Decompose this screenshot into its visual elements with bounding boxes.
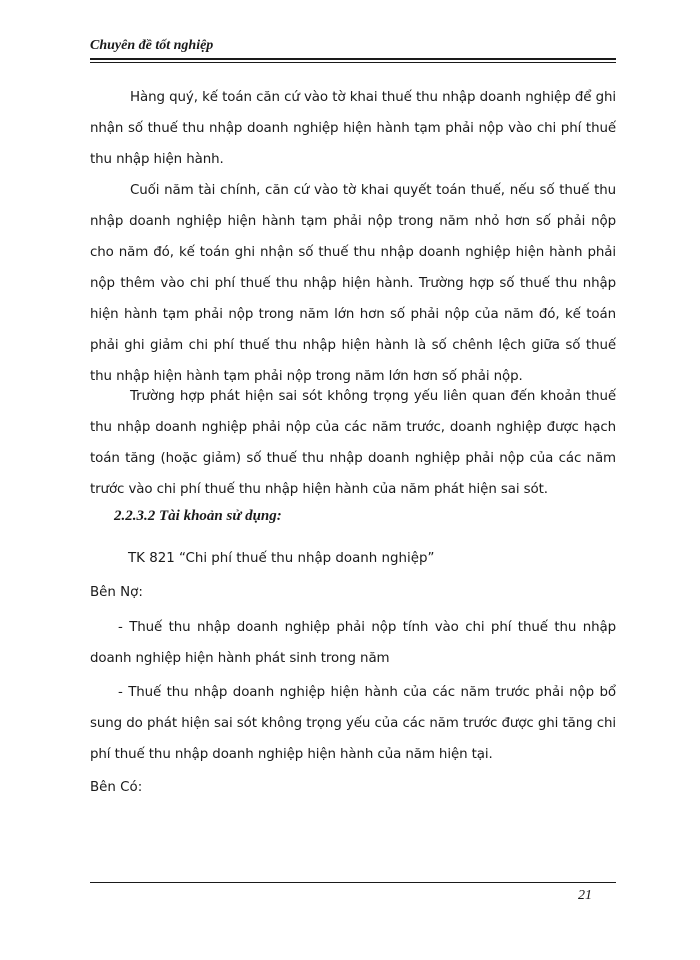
header-title: Chuyên đề tốt nghiệp xyxy=(90,38,214,53)
page-number: 21 xyxy=(578,888,592,903)
debit-label: Bên Nợ: xyxy=(90,585,143,600)
debit-item-1: - Thuế thu nhập doanh nghiệp phải nộp tính vào chi phí thuế thu nhập doanh nghiệp hiện hành phát sinh trong năm xyxy=(90,620,616,666)
account-title: TK 821 “Chi phí thuế thu nhập doanh nghiệp” xyxy=(128,551,435,566)
header-rule-thin xyxy=(90,62,616,63)
paragraph-1: Hàng quý, kế toán căn cứ vào tờ khai thuế thu nhập doanh nghiệp để ghi nhận số thuế thu nhập doanh nghiệp hiện hành tạm phải nộp vào chi phí thuế thu nhập hiện hành. xyxy=(90,90,616,167)
credit-label: Bên Có: xyxy=(90,780,143,795)
paragraph-2: Cuối năm tài chính, căn cứ vào tờ khai quyết toán thuế, nếu số thuế thu nhập doanh nghiệp hiện hành tạm phải nộp trong năm nhỏ hơn số phải nộp cho năm đó, kế toán ghi nhận số thuế thu nhập doanh nghiệp hiện hành phải nộp thêm vào chi phí thuế thu nhập hiện hành. Trường hợp số thuế thu nhập hiện hành tạm phải nộp trong năm lớn hơn số phải nộp của năm đó, kế toán phải ghi giảm chi phí thuế thu nhập hiện hành là số chênh lệch giữa số thuế thu nhập hiện hành tạm phải nộp trong năm lớn hơn số phải nộp. xyxy=(90,183,616,384)
footer-rule xyxy=(90,882,616,883)
paragraph-3: Trường hợp phát hiện sai sót không trọng yếu liên quan đến khoản thuế thu nhập doanh nghiệp phải nộp của các năm trước, doanh nghiệp được hạch toán tăng (hoặc giảm) số thuế thu nhập doanh nghiệp phải nộp của các năm trước vào chi phí thuế thu nhập hiện hành của năm phát hiện sai sót. xyxy=(90,389,616,497)
debit-item-2: - Thuế thu nhập doanh nghiệp hiện hành của các năm trước phải nộp bổ sung do phát hiện sai sót không trọng yếu của các năm trước được ghi tăng chi phí thuế thu nhập doanh nghiệp hiện hành của năm hiện tại. xyxy=(90,685,616,762)
section-heading: 2.2.3.2 Tài khoản sử dụng: xyxy=(114,508,282,524)
header-rule-thick xyxy=(90,58,616,60)
